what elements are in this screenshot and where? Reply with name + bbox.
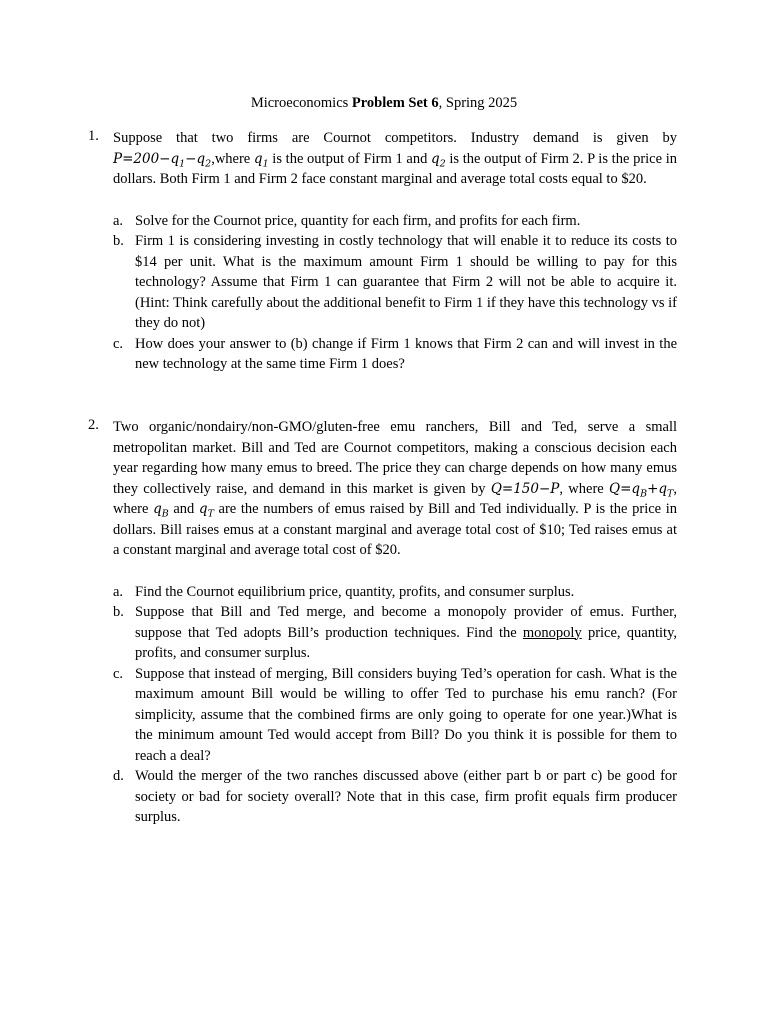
part-text: price, quantity, profits, and consumer surplus. (135, 624, 677, 661)
title-suffix: , Spring 2025 (438, 95, 518, 111)
subscript: T (207, 508, 214, 520)
part-a (88, 582, 677, 603)
variable (153, 501, 169, 520)
demand-equation (113, 150, 212, 170)
page-title (0, 93, 768, 113)
subscript: T (667, 488, 674, 500)
title-prefix: Microeconomics (250, 95, 352, 111)
equation-text: q (253, 150, 263, 167)
problem-body (113, 128, 677, 190)
part-b (88, 602, 677, 664)
subscript: 2 (205, 158, 212, 170)
part-letter: c. (113, 335, 124, 352)
equation-text: q (431, 150, 440, 167)
part-text: How does your answer to (b) change if Firm 1 knows that Firm 2 can and will invest in the new technology at the same time Firm 1 does? (135, 335, 677, 372)
equation-text: q (198, 501, 208, 517)
problem-body (113, 417, 677, 561)
part-letter: b. (113, 233, 124, 249)
part-letter: c. (113, 665, 124, 682)
title-bold: Problem Set 6 (351, 95, 439, 111)
equation-text: P=200−q (113, 150, 180, 167)
part-letter: d. (113, 768, 124, 784)
problem-parts (88, 582, 677, 828)
equation-text: q (153, 501, 162, 517)
part-letter: a. (113, 212, 124, 229)
problem-text: Suppose that two firms are Cournot competitors. Industry demand is given by (113, 130, 677, 146)
problem-text: are the numbers of emus raised by Bill and Ted individually. P is the price in dollars. Bill raises emus at a constant marginal and average total cost of $10; Ted raises emus at a constant marginal and average total cost of $20. (113, 501, 678, 558)
equation-text: +q (647, 480, 668, 497)
part-text: Solve for the Cournot price, quantity for each firm, and profits for each firm. (135, 212, 581, 229)
part-letter: a. (113, 583, 124, 600)
problem-text: , where (113, 480, 677, 517)
part-text: Firm 1 is considering investing in costly technology that will enable it to reduce its costs to $14 per unit. What is the maximum amount Firm 1 should be willing to pay for this technology? Assume that Firm 1 can guarantee that Firm 2 will not be able to acquire it. (Hint: Think carefully about the additional benefit to Firm 1 if they have this technology vs if they do not) (135, 233, 677, 331)
equation-text: Q=q (609, 480, 641, 497)
part-c (88, 334, 677, 375)
quantity-equation (609, 480, 674, 500)
problem-text: , where (559, 480, 610, 497)
subscript: 1 (179, 158, 186, 170)
part-d (88, 766, 677, 828)
problem-text: Two organic/nondairy/non-GMO/gluten-free emu ranchers, Bill and Ted, serve a small metropolitan market. Bill and Ted are Cournot competitors, making a conscious decision each year regarding how many emus to breed. The price they can charge depends on how many emus they collectively raise, and demand in this market is given by (113, 419, 677, 497)
demand-equation: Q=150−P (490, 480, 560, 497)
variable (253, 150, 269, 170)
variable (198, 501, 214, 520)
part-a (88, 211, 677, 232)
subscript: B (640, 488, 648, 500)
subscript: B (161, 508, 169, 520)
problem-number: 1. (88, 128, 99, 144)
variable (431, 150, 446, 170)
subscript: 2 (439, 158, 446, 170)
problem-parts (88, 211, 677, 375)
subscript: 1 (262, 158, 269, 170)
problem-text: is the output of Firm 1 and (268, 150, 432, 167)
problem-text: is the output of Firm 2. P is the price in dollars. Both Firm 1 and Firm 2 face constant marginal and average total costs equal to $20. (113, 150, 678, 187)
part-letter: b. (113, 604, 124, 620)
problem-text: ,where (211, 150, 254, 167)
part-text: Suppose that instead of merging, Bill considers buying Ted’s operation for cash. What is the maximum amount Bill would be willing to offer Ted to purchase his emu ranch? (For simplicity, assume that the combined firms are only going to operate for one year.)What is the minimum amount Ted would accept from Bill? Do you think it is possible for them to reach a deal? (135, 665, 677, 764)
problem-2 (88, 417, 677, 828)
part-text: Suppose that Bill and Ted merge, and become a monopoly provider of emus. Further, suppose that Ted adopts Bill’s production techniques. Find the (135, 604, 677, 641)
part-text: Would the merger of the two ranches discussed above (either part b or part c) be good for society or bad for society overall? Note that in this case, firm profit equals firm producer surplus. (135, 768, 677, 825)
part-c (88, 664, 677, 767)
problem-number: 2. (88, 417, 99, 433)
problem-text: and (168, 501, 199, 517)
equation-text: −q (185, 150, 206, 167)
problem-1 (88, 128, 677, 375)
part-text: Find the Cournot equilibrium price, quantity, profits, and consumer surplus. (135, 583, 575, 600)
underlined-word: monopoly (522, 624, 582, 641)
part-b (88, 231, 677, 334)
